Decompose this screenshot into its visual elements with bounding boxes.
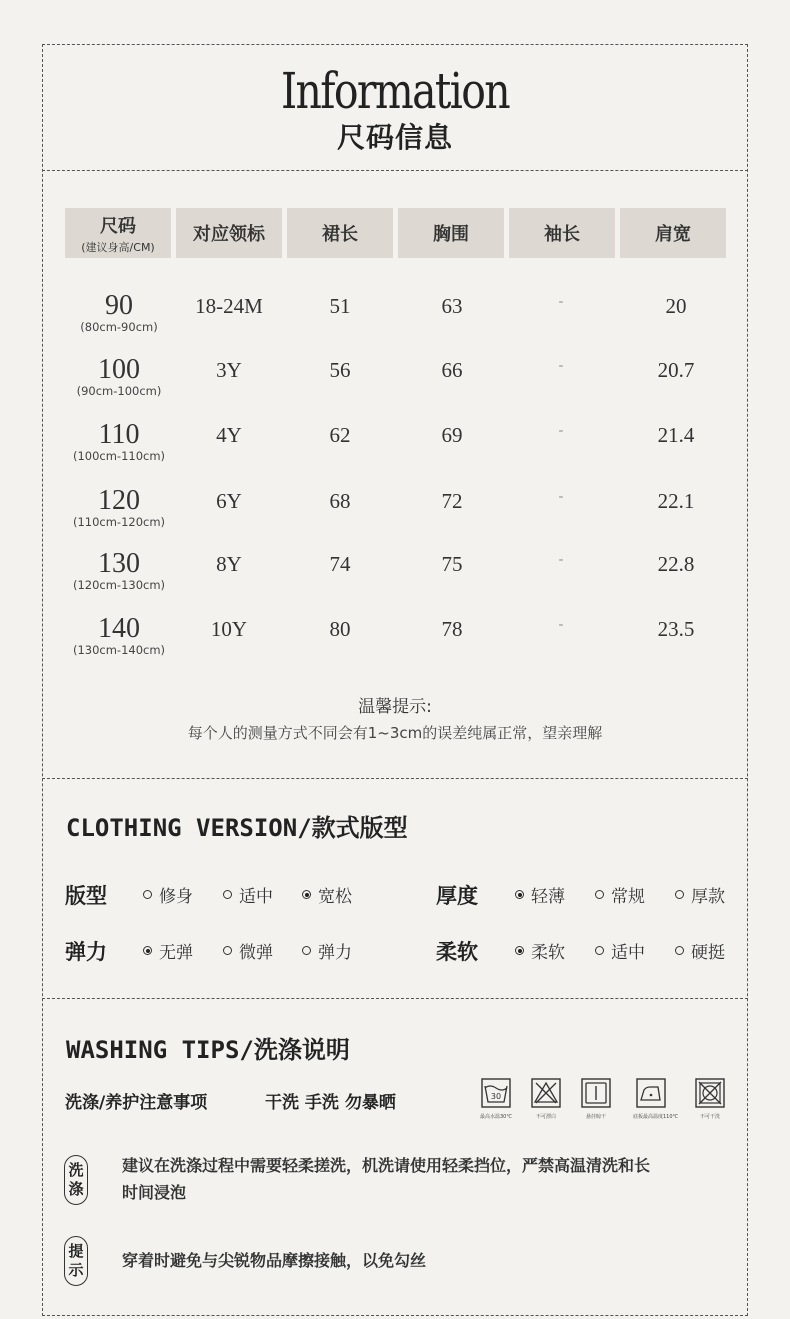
option-label: 修身 — [159, 887, 193, 907]
header-shoulder — [620, 208, 726, 258]
option-label: 厚款 — [691, 887, 725, 907]
table-cell-chest: 66 — [441, 358, 463, 382]
table-cell-label: 6Y — [216, 489, 242, 513]
title-en: WASHING TIPS/ — [66, 1036, 254, 1064]
table-cell-sleeve: - — [558, 617, 564, 632]
table-cell-shoulder: 22.8 — [657, 552, 695, 576]
size-value: 90 — [105, 290, 133, 321]
option-label: 轻薄 — [531, 887, 565, 907]
attr-softness-label: 柔软 — [436, 940, 478, 964]
badge-char: 洗 — [68, 1161, 84, 1179]
divider — [42, 170, 748, 171]
size-height-range: (80cm-90cm) — [80, 320, 158, 334]
header-sleeve — [509, 208, 615, 258]
table-cell-chest: 69 — [441, 423, 463, 447]
radio-icon — [675, 946, 684, 955]
size-height-range: (90cm-100cm) — [76, 384, 162, 398]
option[interactable] — [143, 938, 193, 963]
size-height-range: (120cm-130cm) — [72, 578, 166, 592]
iron-icon — [633, 1078, 679, 1120]
table-cell-length: 68 — [329, 489, 351, 513]
table-cell-sleeve: - — [558, 489, 564, 504]
size-value: 120 — [98, 485, 140, 516]
wash-30-icon — [478, 1078, 514, 1120]
washing-tips-title — [66, 1030, 350, 1065]
option[interactable] — [143, 882, 193, 907]
size-height-range: (100cm-110cm) — [72, 449, 166, 463]
badge-char: 示 — [68, 1261, 84, 1279]
table-cell-length: 74 — [329, 552, 351, 576]
option-label: 适中 — [239, 887, 273, 907]
option[interactable] — [515, 882, 565, 907]
no-tumble-dry-icon — [692, 1078, 728, 1120]
note-title: 温馨提示: — [358, 697, 432, 717]
table-cell-length: 56 — [329, 358, 351, 382]
table-cell-length: 62 — [329, 423, 351, 447]
size-value: 110 — [98, 419, 140, 450]
radio-icon — [223, 946, 232, 955]
option-label: 适中 — [611, 943, 645, 963]
radio-icon — [595, 946, 604, 955]
table-cell-label: 10Y — [210, 617, 248, 641]
table-cell-shoulder: 20.7 — [657, 358, 695, 382]
tip-text-wash: 建议在洗涤过程中需要轻柔搓洗，机洗请使用轻柔挡位，严禁高温清洗和长时间浸泡 — [122, 1156, 651, 1202]
radio-icon — [223, 890, 232, 899]
size-value: 100 — [98, 354, 140, 385]
attr-fit-label: 版型 — [65, 884, 107, 908]
size-height-range: (130cm-140cm) — [72, 643, 166, 657]
icon-caption: 不可干洗 — [699, 1114, 720, 1120]
table-cell-label: 4Y — [216, 423, 242, 447]
header-label: 对应领标 — [193, 224, 265, 245]
table-cell-sleeve: - — [558, 552, 564, 567]
table-cell-chest: 72 — [441, 489, 463, 513]
care-methods: 干洗 手洗 勿暴晒 — [265, 1093, 396, 1113]
attr-thickness-label: 厚度 — [436, 884, 478, 908]
radio-icon — [302, 946, 311, 955]
option[interactable] — [302, 938, 352, 963]
option-label: 微弹 — [239, 943, 273, 963]
table-cell-sleeve: - — [558, 358, 564, 373]
option[interactable] — [675, 882, 725, 907]
option-label: 弹力 — [318, 943, 352, 963]
table-cell-label: 3Y — [216, 358, 242, 382]
radio-selected-icon — [302, 890, 311, 899]
svg-text:30: 30 — [490, 1092, 502, 1101]
clothing-version-title — [66, 808, 408, 843]
header-label: 胸围 — [433, 224, 469, 245]
no-bleach-icon — [528, 1078, 564, 1120]
table-cell-sleeve: - — [558, 423, 564, 438]
size-height-range: (110cm-120cm) — [72, 515, 166, 529]
radio-selected-icon — [515, 890, 524, 899]
icon-caption: 最高水温30℃ — [480, 1114, 512, 1120]
title-cn: 款式版型 — [311, 814, 408, 842]
option-label: 无弹 — [159, 943, 193, 963]
radio-icon — [143, 890, 152, 899]
table-cell-shoulder: 22.1 — [657, 489, 695, 513]
attr-elasticity-label: 弹力 — [65, 940, 107, 964]
header-label: 袖长 — [544, 224, 580, 245]
header-label: 裙长 — [322, 224, 358, 245]
option-label: 硬挺 — [691, 943, 725, 963]
badge-char: 涤 — [68, 1180, 84, 1198]
table-cell-chest: 78 — [441, 617, 463, 641]
table-cell-length: 51 — [329, 294, 351, 318]
divider — [42, 778, 748, 779]
option-label: 常规 — [611, 887, 645, 907]
badge-char: 提 — [68, 1242, 84, 1260]
hang-dry-icon — [578, 1078, 614, 1120]
title-en: CLOTHING VERSION/ — [66, 814, 312, 842]
table-cell-chest: 63 — [441, 294, 463, 318]
option[interactable] — [595, 938, 645, 963]
header-chest — [398, 208, 504, 258]
radio-icon — [595, 890, 604, 899]
divider — [42, 998, 748, 999]
size-value: 140 — [98, 613, 140, 644]
table-cell-label: 18-24M — [195, 294, 263, 318]
option[interactable] — [223, 938, 273, 963]
option-label: 宽松 — [318, 887, 352, 907]
header-label: 尺码 — [100, 215, 136, 237]
tip-badge-notice — [64, 1236, 88, 1286]
header-sub: (建议身高/CM) — [81, 240, 155, 254]
table-cell-shoulder: 21.4 — [657, 423, 695, 447]
page-title-en: Information — [280, 62, 510, 120]
table-cell-label: 8Y — [216, 552, 242, 576]
option[interactable] — [515, 938, 565, 963]
table-cell-sleeve: - — [558, 294, 564, 309]
icon-caption: 底板最高温度110℃ — [633, 1114, 679, 1120]
note-text: 每个人的测量方式不同会有1~3cm的误差纯属正常，望亲理解 — [187, 724, 603, 742]
icon-caption: 不可漂白 — [535, 1114, 556, 1120]
header-collar-label — [176, 208, 282, 258]
care-label: 洗涤/养护注意事项 — [65, 1093, 208, 1113]
radio-selected-icon — [143, 946, 152, 955]
header-size — [65, 208, 171, 258]
table-cell-chest: 75 — [441, 552, 463, 576]
table-cell-length: 80 — [329, 617, 351, 641]
option[interactable] — [223, 882, 273, 907]
header-length — [287, 208, 393, 258]
radio-selected-icon — [515, 946, 524, 955]
tip-text-notice: 穿着时避免与尖锐物品摩擦接触，以免勾丝 — [122, 1251, 427, 1270]
option[interactable] — [675, 938, 725, 963]
table-cell-shoulder: 20 — [665, 294, 687, 318]
option[interactable] — [595, 882, 645, 907]
radio-icon — [675, 890, 684, 899]
page-title-cn: 尺码信息 — [336, 121, 453, 154]
header-label: 肩宽 — [655, 224, 691, 245]
table-cell-shoulder: 23.5 — [657, 617, 695, 641]
size-value: 130 — [98, 548, 140, 579]
option[interactable] — [302, 882, 352, 907]
title-cn: 洗涤说明 — [253, 1036, 350, 1064]
option-label: 柔软 — [531, 943, 565, 963]
tip-badge-wash — [64, 1155, 88, 1205]
icon-caption: 悬挂晾干 — [585, 1114, 606, 1120]
